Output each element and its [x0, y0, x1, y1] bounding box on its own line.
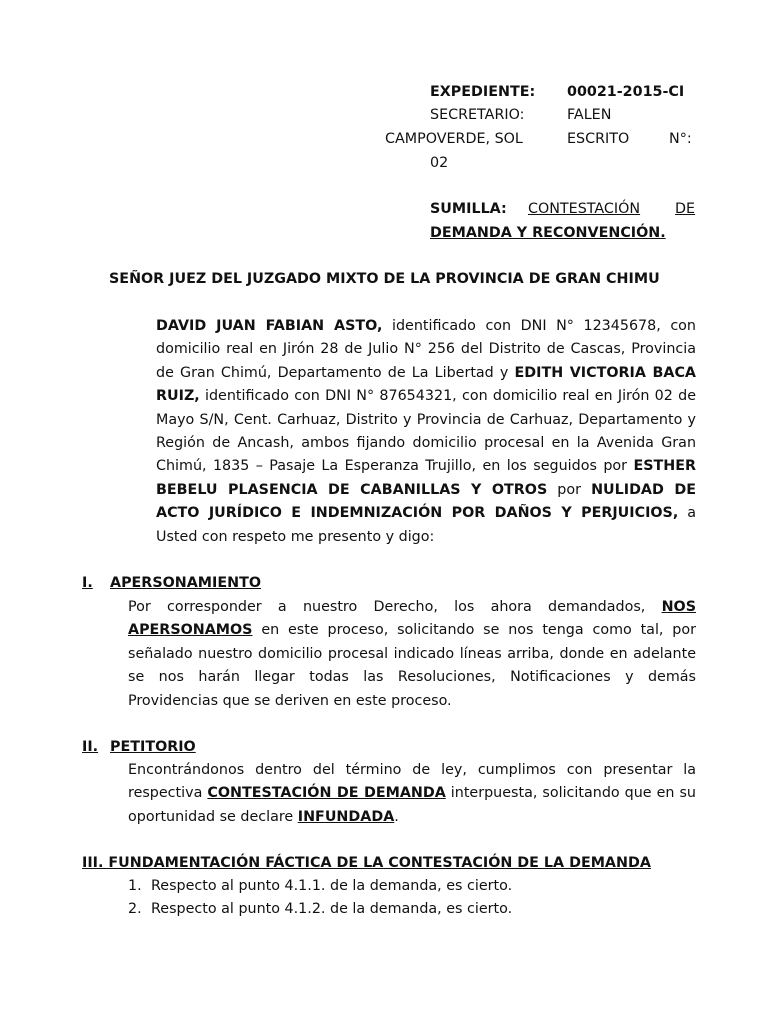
paragraph-line: oportunidad se declare INFUNDADA.: [128, 808, 399, 825]
secretario-label: SECRETARIO:: [430, 107, 525, 123]
intro-line: Región de Ancash, ambos fijando domicilio procesal en la Avenida Gran: [156, 434, 696, 451]
secretario-value: FALEN: [567, 107, 612, 123]
paragraph-line: señalado nuestro domicilio procesal indicado líneas arriba, donde en adelante: [128, 645, 696, 662]
list-item: 2. Respecto al punto 4.1.2. de la demanda, es cierto.: [128, 901, 513, 918]
sumilla-text-b: DE: [675, 201, 696, 217]
fundamentacion-list: [128, 875, 512, 922]
paragraph-line: se nos harán llegar todas las Resoluciones, Notificaciones y demás: [128, 669, 696, 686]
intro-line: DAVID JUAN FABIAN ASTO, identificado con DNI N° 12345678, con: [156, 318, 696, 334]
section-number: II.: [82, 739, 99, 755]
sumilla-text-a: CONTESTACIÓN: [528, 201, 641, 217]
intro-line: ACTO JURÍDICO E INDEMNIZACIÓN POR DAÑOS Y PERJUICIOS, a: [156, 505, 696, 522]
intro-line: Mayo S/N, Cent. Carhuaz, Distrito y Provincia de Carhuaz, Departamento y: [156, 411, 696, 428]
paragraph-line: Por corresponder a nuestro Derecho, los ahora demandados, NOS: [128, 599, 696, 615]
paragraph-line: Providencias que se deriven en este proceso.: [128, 692, 452, 709]
intro-line: Chimú, 1835 – Pasaje La Esperanza Trujillo, en los seguidos por ESTHER: [156, 458, 696, 475]
list-item: 1. Respecto al punto 4.1.1. de la demanda, es cierto.: [128, 878, 513, 894]
paragraph-line: respectiva CONTESTACIÓN DE DEMANDA interpuesta, solicitando que en su: [128, 785, 696, 802]
section-heading-fundamentacion: III. FUNDAMENTACIÓN FÁCTICA DE LA CONTESTACIÓN DE LA DEMANDA: [82, 855, 651, 871]
secretario-value-cont: CAMPOVERDE, SOL: [385, 131, 523, 147]
section-heading-apersonamiento: [82, 572, 261, 595]
intro-line: domicilio real en Jirón 28 de Julio N° 256 del Distrito de Cascas, Provincia: [156, 341, 696, 358]
sumilla-text-line2: DEMANDA Y RECONVENCIÓN.: [430, 225, 666, 241]
expediente-label: EXPEDIENTE:: [430, 84, 536, 100]
intro-paragraph: [156, 315, 696, 549]
section-heading-petitorio: [82, 736, 196, 759]
intro-line: de Gran Chimú, Departamento de La Libertad y EDITH VICTORIA BACA: [156, 364, 697, 381]
intro-line: BEBELU PLASENCIA DE CABANILLAS Y OTROS por NULIDAD DE: [156, 481, 696, 498]
intro-line: RUIZ, identificado con DNI N° 87654321, con domicilio real en Jirón 02 de: [156, 388, 696, 405]
addressee-heading: SEÑOR JUEZ DEL JUZGADO MIXTO DE LA PROVINCIA DE GRAN CHIMU: [109, 271, 660, 287]
section-title: APERSONAMIENTO: [110, 575, 261, 591]
section-title: PETITORIO: [110, 739, 196, 755]
expediente-value: 00021-2015-CI: [567, 84, 685, 100]
escrito-value: 02: [430, 155, 449, 171]
section-apersonamiento-body: [128, 596, 696, 713]
intro-line: Usted con respeto me presento y digo:: [156, 528, 435, 545]
escrito-label: ESCRITO: [567, 131, 630, 147]
paragraph-line: APERSONAMOS en este proceso, solicitando se nos tenga como tal, por: [128, 622, 696, 639]
section-number: I.: [82, 575, 93, 591]
sumilla-label: SUMILLA:: [430, 201, 507, 217]
paragraph-line: Encontrándonos dentro del término de ley, cumplimos con presentar la: [128, 762, 696, 778]
section-petitorio-body: [128, 759, 696, 829]
escrito-number-label: N°:: [669, 131, 692, 147]
